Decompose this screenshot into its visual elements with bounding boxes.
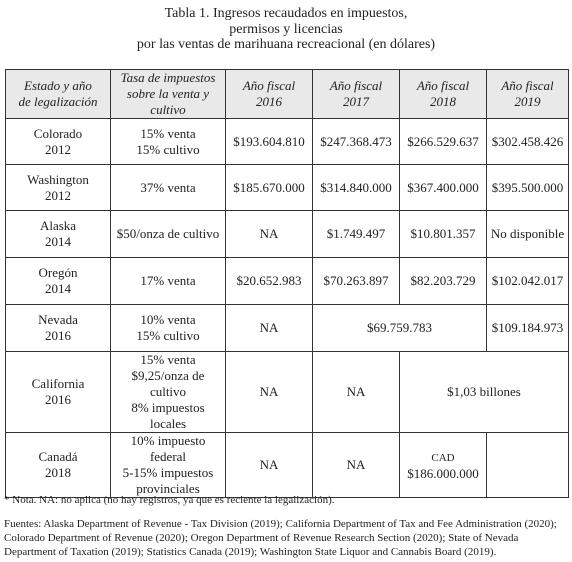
cell-tax: $50/onza de cultivo xyxy=(111,211,226,258)
cell-fy2017: $1.749.497 xyxy=(313,211,400,258)
table-row-oregon xyxy=(6,258,569,305)
cell-fy2018: $82.203.729 xyxy=(400,258,487,305)
header-fy2017: Año fiscal 2017 xyxy=(313,70,400,119)
cell-state: Canadá 2018 xyxy=(6,433,111,498)
cell-fy2016: NA xyxy=(226,211,313,258)
cell-fy2017: $314.840.000 xyxy=(313,165,400,211)
table-row-colorado xyxy=(6,119,569,165)
cell-fy2018: $10.801.357 xyxy=(400,211,487,258)
cell-fy2016: NA xyxy=(226,352,313,433)
header-fy2016: Año fiscal 2016 xyxy=(226,70,313,119)
cell-state: Colorado 2012 xyxy=(6,119,111,165)
cell-fy2016: NA xyxy=(226,305,313,352)
cell-fy2019 xyxy=(487,433,569,498)
cell-fy2018: $266.529.637 xyxy=(400,119,487,165)
cell-state: Oregón 2014 xyxy=(6,258,111,305)
amount-value: $186.000.000 xyxy=(407,465,479,481)
table-row-alaska xyxy=(6,211,569,258)
cell-fy2018 xyxy=(400,433,487,498)
cell-fy2017: $70.263.897 xyxy=(313,258,400,305)
cell-tax: 15% venta 15% cultivo xyxy=(111,119,226,165)
cell-fy2019: $109.184.973 xyxy=(487,305,569,352)
cell-fy2018: $367.400.000 xyxy=(400,165,487,211)
currency-label: CAD xyxy=(431,451,455,464)
title-line-1: Tabla 1. Ingresos recaudados en impuestos, xyxy=(164,6,408,21)
header-fy2018: Año fiscal 2018 xyxy=(400,70,487,119)
cell-fy2017: $247.368.473 xyxy=(313,119,400,165)
cell-fy2017-2018: $69.759.783 xyxy=(313,305,487,352)
cell-fy2019: $302.458.426 xyxy=(487,119,569,165)
cell-fy2019: $395.500.000 xyxy=(487,165,569,211)
table-row-california xyxy=(6,352,569,433)
cell-fy2019: No disponible xyxy=(487,211,569,258)
table-title xyxy=(0,6,572,53)
cell-tax: 10% venta 15% cultivo xyxy=(111,305,226,352)
cell-fy2016: NA xyxy=(226,433,313,498)
table-sources: Fuentes: Alaska Department of Revenue - Tax Division (2019); California Department of Tax and Fee Administration (2020); Colorado Department of Revenue (2020); Oregon Department of Revenue Research Section (2020); State of Nevada Department of Taxation (2019); Statistics Canada (2019); Washington State Liquor and Cannabis Board (2019). xyxy=(4,518,557,558)
cell-fy2019: $102.042.017 xyxy=(487,258,569,305)
table-row-nevada xyxy=(6,305,569,352)
cell-fy2016: $185.670.000 xyxy=(226,165,313,211)
table-header-row xyxy=(6,70,569,119)
cell-tax: 10% impuesto federal 5-15% impuestos provinciales xyxy=(111,433,226,498)
title-line-2: permisos y licencias xyxy=(229,21,343,37)
cell-fy2016: $193.604.810 xyxy=(226,119,313,165)
table-row-washington xyxy=(6,165,569,211)
cell-fy2016: $20.652.983 xyxy=(226,258,313,305)
header-fy2019: Año fiscal 2019 xyxy=(487,70,569,119)
cell-state: California 2016 xyxy=(6,352,111,433)
cell-tax: 17% venta xyxy=(111,258,226,305)
title-line-3: por las ventas de marihuana recreacional (en dólares) xyxy=(136,37,436,52)
cell-fy2017: NA xyxy=(313,352,400,433)
header-state: Estado y año de legalización xyxy=(6,70,111,119)
cell-tax: 15% venta $9,25/onza de cultivo 8% impuestos locales xyxy=(111,352,226,433)
table-row-canada xyxy=(6,433,569,498)
cell-fy2017: NA xyxy=(313,433,400,498)
revenue-table xyxy=(5,69,569,498)
cell-fy2018-2019: $1,03 billones xyxy=(400,352,569,433)
table-note: * Nota. NA: no aplica (no hay registros, ya que es reciente la legalización). xyxy=(4,494,335,506)
header-tax-rate: Tasa de impuestos sobre la venta y cultivo xyxy=(111,70,226,119)
cell-state: Nevada 2016 xyxy=(6,305,111,352)
cell-state: Washington 2012 xyxy=(6,165,111,211)
cell-state: Alaska 2014 xyxy=(6,211,111,258)
cell-tax: 37% venta xyxy=(111,165,226,211)
